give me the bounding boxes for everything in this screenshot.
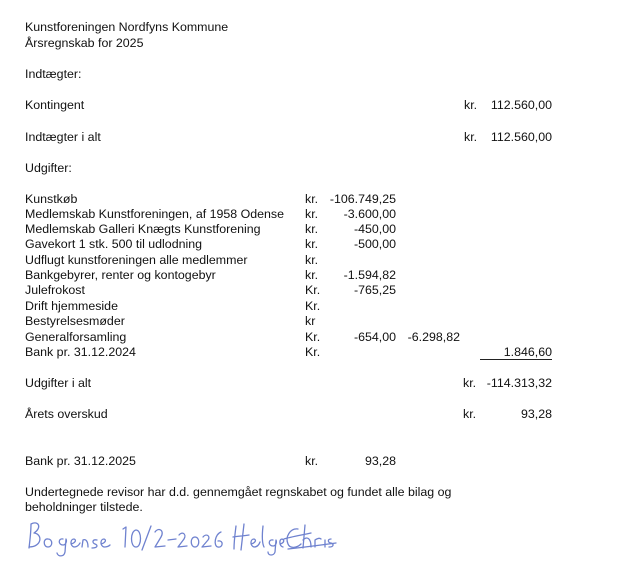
expense-amount: -450,00 xyxy=(353,222,396,236)
expenses-total-currency: kr. xyxy=(463,376,477,390)
expense-label: Bestyrelsesmøder xyxy=(25,314,125,328)
expense-amount: -3.600,00 xyxy=(343,207,396,221)
expense-amount: -500,00 xyxy=(353,237,396,251)
expense-currency: kr. xyxy=(305,268,319,282)
auditor-statement-line: beholdninger tilstede. xyxy=(25,500,143,514)
expense-label: Medlemskab Galleri Knægts Kunstforening xyxy=(25,222,261,236)
income-total-label: Indtægter i alt xyxy=(25,130,101,144)
expenses-heading: Udgifter: xyxy=(25,161,72,175)
sum-rule xyxy=(480,359,552,360)
surplus-label: Årets overskud xyxy=(25,407,108,421)
expense-currency: Kr. xyxy=(305,283,321,297)
surplus-currency: kr. xyxy=(463,407,477,421)
expense-label: Kunstkøb xyxy=(25,192,78,206)
income-heading: Indtægter: xyxy=(25,67,82,81)
expense-label: Medlemskab Kunstforeningen, af 1958 Odense xyxy=(25,207,284,221)
bank-2024-amount: 1.846,60 xyxy=(503,345,552,359)
expense-currency: Kr. xyxy=(305,330,321,344)
income-total-currency: kr. xyxy=(464,130,478,144)
bank-end-amount: 93,28 xyxy=(364,454,396,468)
auditor-statement-line: Undertegnede revisor har d.d. gennemgået regnskabet og fundet alle bilag og xyxy=(25,485,452,499)
expenses-total-label: Udgifter i alt xyxy=(25,376,92,390)
handwritten-signature xyxy=(22,513,342,557)
expense-label: Julefrokost xyxy=(25,283,85,297)
expense-currency: kr. xyxy=(305,222,319,236)
expense-currency: Kr. xyxy=(305,345,321,359)
bank-end-label: Bank pr. 31.12.2025 xyxy=(25,454,136,468)
expense-amount: -1.594,82 xyxy=(343,268,396,282)
income-row-currency: kr. xyxy=(464,98,478,112)
expense-label: Gavekort 1 stk. 500 til udlodning xyxy=(25,237,203,251)
expense-label: Bank pr. 31.12.2024 xyxy=(25,345,136,359)
expense-subtotal: -6.298,82 xyxy=(407,330,460,344)
expense-currency: kr. xyxy=(305,207,319,221)
expense-label: Generalforsamling xyxy=(25,330,127,344)
bank-end-currency: kr. xyxy=(305,454,319,468)
income-row-label: Kontingent xyxy=(25,98,85,112)
report-title: Årsregnskab for 2025 xyxy=(25,36,144,50)
expense-amount: -654,00 xyxy=(353,330,396,344)
expense-currency: kr. xyxy=(305,237,319,251)
surplus-amount: 93,28 xyxy=(520,407,552,421)
organization-name: Kunstforeningen Nordfyns Kommune xyxy=(25,20,229,34)
expense-label: Bankgebyrer, renter og kontogebyr xyxy=(25,268,216,282)
expense-amount: -106.749,25 xyxy=(329,192,396,206)
expense-currency: kr. xyxy=(305,192,319,206)
expenses-total-amount: -114.313,32 xyxy=(486,376,552,390)
expense-currency: Kr. xyxy=(305,299,321,313)
expense-label: Drift hjemmeside xyxy=(25,299,118,313)
expense-label: Udflugt kunstforeningen alle medlemmer xyxy=(25,253,248,267)
income-row-amount: 112.560,00 xyxy=(490,98,552,112)
expense-amount: -765,25 xyxy=(353,283,396,297)
income-total-amount: 112.560,00 xyxy=(490,130,552,144)
expense-currency: kr. xyxy=(305,253,319,267)
expense-currency: kr xyxy=(305,314,316,328)
